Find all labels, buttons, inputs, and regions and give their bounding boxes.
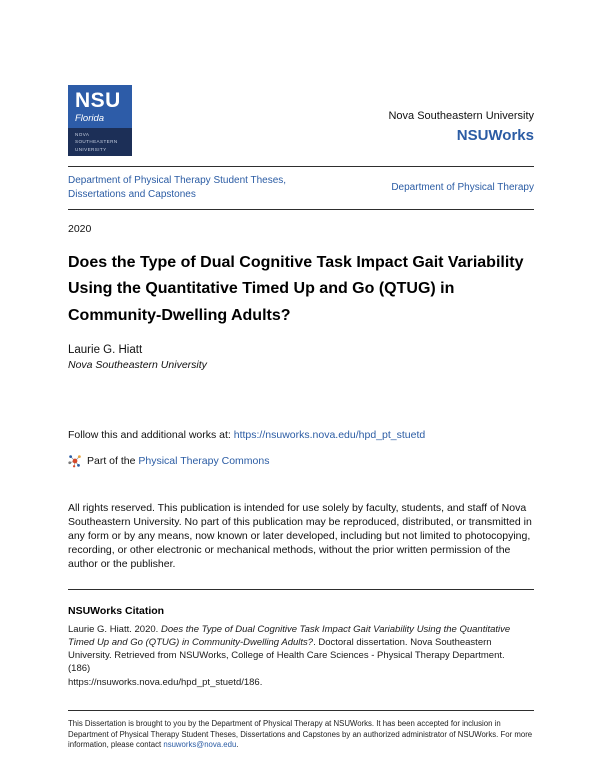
footer-note <box>68 719 534 751</box>
citation-number: (186) <box>68 663 91 675</box>
header <box>68 85 534 156</box>
author-affiliation: Nova Southeastern University <box>68 359 207 372</box>
follow-works-text: Follow this and additional works at: <box>68 429 234 442</box>
nsu-logo-mark <box>68 85 132 128</box>
department-link[interactable]: Department of Physical Therapy <box>391 182 534 194</box>
breadcrumb-row <box>68 174 534 201</box>
citation-title-italic: Does the Type of Dual Cognitive Task Impact Gait Variability Using the Quantitative Timed Up and Go (QTUG) in Community-Dwelling Adults? <box>68 623 511 648</box>
work-title: Does the Type of Dual Cognitive Task Impact Gait Variability Using the Quantitative Timed Up and Go (QTUG) in Community-Dwelling Adults? <box>68 254 524 324</box>
nsu-logo-banner-line2: UNIVERSITY <box>75 146 107 152</box>
divider-footer <box>68 710 534 711</box>
part-of-line <box>68 454 534 468</box>
part-of-text: Part of the <box>87 455 139 468</box>
part-of-text-wrap <box>87 455 269 467</box>
divider-citation <box>68 589 534 590</box>
university-name: Nova Southeastern University <box>388 110 534 123</box>
nsu-logo-subtitle: Florida <box>75 113 105 124</box>
follow-works-line <box>68 429 534 441</box>
author-name: Laurie G. Hiatt <box>68 344 143 357</box>
publication-year: 2020 <box>68 223 92 236</box>
nsu-logo-acronym: NSU <box>75 89 121 112</box>
nsu-logo <box>68 85 132 156</box>
header-right <box>388 110 534 156</box>
citation-author-year: Laurie G. Hiatt. 2020. <box>68 623 161 635</box>
footer-text: This Dissertation is brought to you by the Department of Physical Therapy at NSUWorks. It has been accepted for inclusion in Department of Physical Therapy Student Theses, Dissertations and Capstones by an authorized administrator of NSUWorks. For more information, please contact <box>68 718 533 750</box>
citation-publisher: . Doctoral dissertation. Nova Southeastern University. Retrieved from NSUWorks, College of Health Care Sciences - Physical Therapy Department. <box>68 636 505 662</box>
rights-statement: All rights reserved. This publication is intended for use solely by faculty, students, and staff of Nova Southeastern University. No part of this publication may be reproduced, distributed, or transmitted in any form or by any means, now known or later developed, including but not limited to photocopying, recording, or other electronic or mechanical methods, without the prior written permission of the author or the publisher. <box>68 502 532 570</box>
nsuworks-home-link[interactable]: NSUWorks <box>456 127 534 145</box>
citation-heading: NSUWorks Citation <box>68 604 165 617</box>
divider-header <box>68 166 534 167</box>
nsu-logo-banner <box>68 128 132 156</box>
collection-link[interactable]: Department of Physical Therapy Student Theses, Dissertations and Capstones <box>68 175 287 200</box>
footer-suffix: . <box>236 740 239 750</box>
divider-breadcrumb <box>68 209 534 210</box>
nsu-logo-banner-line1: NOVA SOUTHEASTERN <box>75 132 118 145</box>
physical-therapy-commons-link[interactable]: Physical Therapy Commons <box>138 455 270 468</box>
digital-commons-network-icon <box>68 454 82 468</box>
citation-text <box>68 623 534 689</box>
follow-works-url-link[interactable]: https://nsuworks.nova.edu/hpd_pt_stuetd <box>233 429 426 442</box>
contact-email-link[interactable]: nsuworks@nova.edu <box>163 740 237 750</box>
citation-url: https://nsuworks.nova.edu/hpd_pt_stuetd/186. <box>68 676 263 688</box>
